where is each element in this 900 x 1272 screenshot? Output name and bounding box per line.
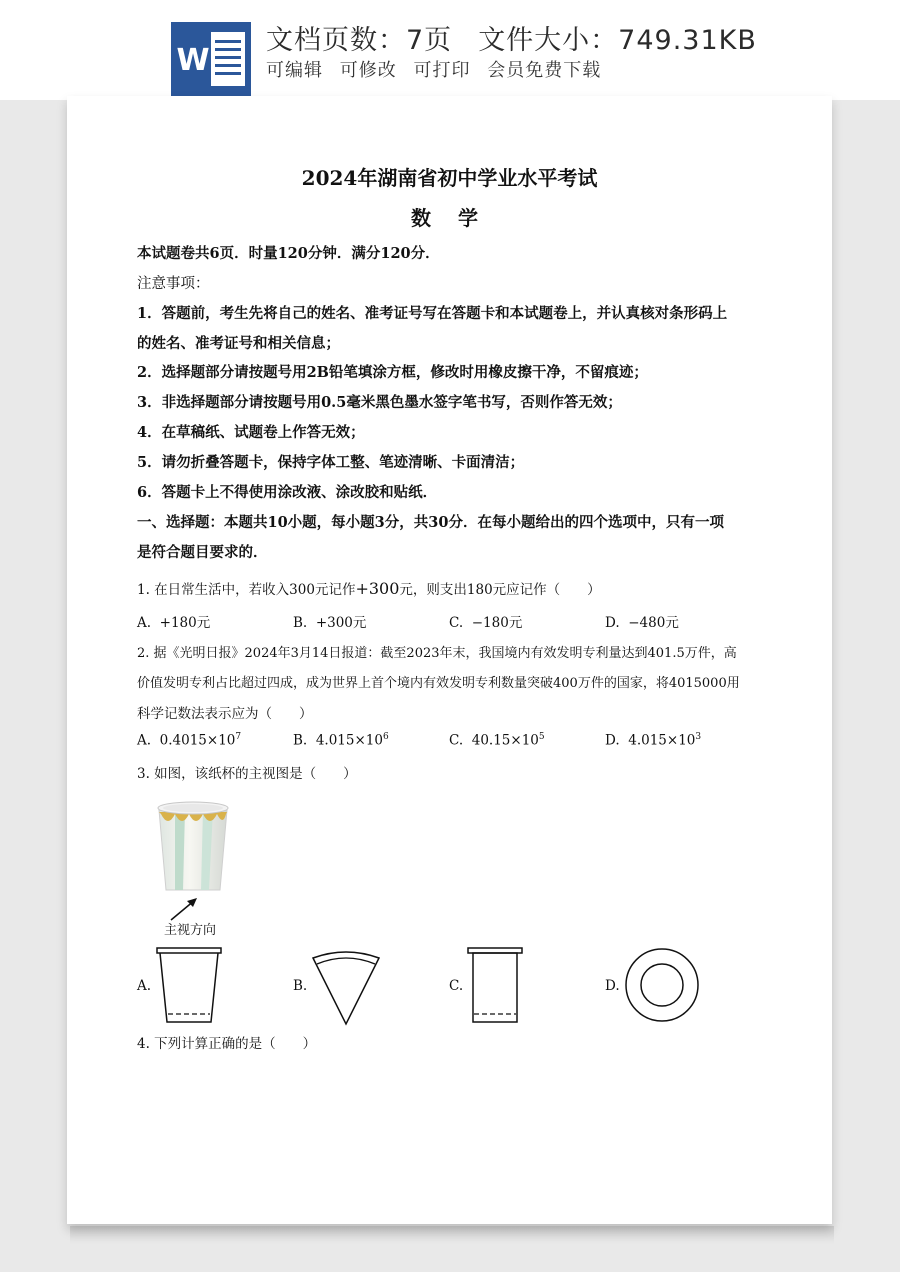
q1-option-a: A. +180元 (137, 615, 211, 631)
q1-stem-start: 1. 在日常生活中，若收入300元记作 (137, 582, 356, 598)
q2-option-c: C. $40.15\times 10^5$ (449, 732, 545, 749)
q3-option-b-label: B. (293, 978, 308, 994)
question-1-stem (137, 578, 601, 598)
question-3-stem: 3. 如图，该纸杯的主视图是（ ） (137, 766, 357, 782)
exam-subject: 数 学 (411, 206, 488, 230)
notice-line: 3．非选择题部分请按题号用0.5毫米黑色墨水签字笔书写，否则作答无效； (137, 394, 622, 411)
feature-printable: 可打印 (413, 60, 471, 81)
notice-line: 6．答题卡上不得使用涂改液、涂改胶和贴纸． (137, 484, 438, 501)
question-4-stem: 4. 下列计算正确的是（ ） (137, 1036, 317, 1052)
q1-stem-end: 元，则支出180元应记作（ ） (399, 582, 601, 598)
notice-line: 5．请勿折叠答题卡，保持字体工整、笔迹清晰、卡面清洁； (137, 454, 525, 471)
q1-value: +300 (355, 579, 400, 598)
option-d-concentric-circles-view (623, 946, 701, 1024)
q3-option-d-label: D. (605, 978, 620, 994)
section-heading: 一、选择题：本题共10小题，每小题3分，共30分．在每小题给出的四个选项中，只有一项 (137, 514, 724, 531)
word-document-icon (171, 22, 251, 96)
paper-cup-photo (153, 798, 233, 898)
paper-shadow (70, 1226, 834, 1244)
option-b-sector-view (309, 946, 383, 1028)
exam-title: 2024年湖南省初中学业水平考试 (301, 166, 598, 190)
q2-option-d: D. $4.015\times 10^3$ (605, 732, 702, 749)
feature-editable: 可编辑 (266, 60, 323, 81)
file-size: 文件大小：749.31KB (478, 25, 757, 56)
exam-intro: 本试题卷共6页．时量120分钟．满分120分． (137, 245, 440, 262)
notice-line: 的姓名、准考证号和相关信息； (137, 335, 340, 352)
question-2-line: 科学记数法表示应为（ ） (137, 706, 313, 722)
notice-line: 1．答题前，考生先将自己的姓名、准考证号写在答题卡和本试题卷上，并认真核对条形码上 (137, 305, 728, 322)
notice-line: 2．选择题部分请按题号用2B铅笔填涂方框，修改时用橡皮擦干净，不留痕迹； (137, 364, 648, 381)
page-count: 文档页数：7页 (266, 25, 453, 56)
q1-option-d: D. −480元 (605, 615, 679, 631)
document-page (67, 96, 832, 1224)
question-2-line: 价值发明专利占比超过四成，成为世界上首个境内有效发明专利数量突破400万件的国家，将4015000用 (137, 676, 740, 691)
feature-modifiable: 可修改 (339, 60, 397, 81)
q3-option-a-label: A. (137, 978, 152, 994)
view-direction-label: 主视方向 (164, 923, 217, 938)
file-info (266, 18, 757, 57)
q2-option-b: B. $4.015\times 10^6$ (293, 732, 389, 749)
option-a-trapezoid-view (153, 942, 225, 1026)
question-2-line: 2. 据《光明日报》2024年3月14日报道：截至2023年末，我国境内有效发明专利量达到401.5万件，高 (137, 646, 737, 661)
feature-list (266, 56, 611, 82)
q1-option-c: C. −180元 (449, 615, 523, 631)
svg-text:W: W (176, 43, 210, 78)
header-banner (0, 0, 900, 100)
q1-option-b: B. +300元 (293, 615, 367, 631)
section-heading: 是符合题目要求的． (137, 544, 268, 561)
notice-line: 4．在草稿纸、试题卷上作答无效； (137, 424, 365, 441)
option-c-rectangle-view (465, 942, 525, 1026)
q2-option-a: A. $0.4015\times 10^7$ (137, 732, 242, 749)
feature-free-download: 会员免费下载 (487, 60, 602, 81)
q3-option-c-label: C. (449, 978, 464, 994)
notice-heading: 注意事项： (137, 276, 210, 292)
